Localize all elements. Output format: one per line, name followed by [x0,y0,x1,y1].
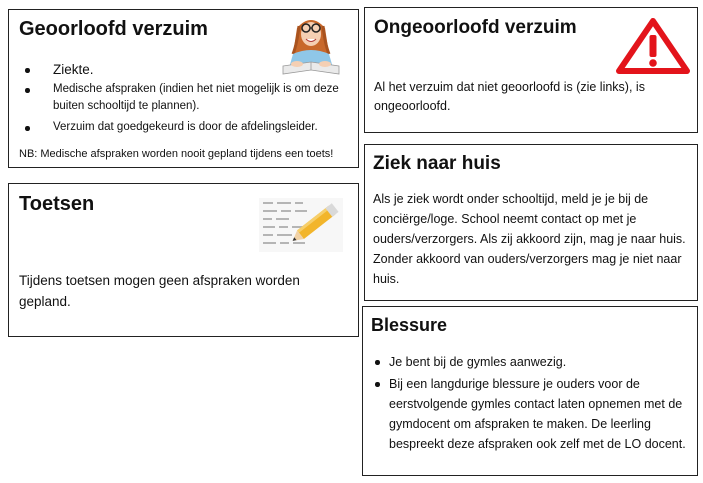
geoorloofd-title: Geoorloofd verzuim [19,18,208,40]
list-item: Bij een langdurige blessure je ouders voor de eerstvolgende gymles contact laten opnemen met de gymdocent om afspraken te maken. De leerling bespreekt deze afspraken ook zelf met de LO docent. [373,374,689,454]
toetsen-title: Toetsen [19,193,95,215]
ziek-title: Ziek naar huis [373,153,501,174]
ziek-naar-huis-card [364,144,698,301]
list-item: Ziekte. [23,61,343,78]
test-paper-pencil-illustration [257,194,345,256]
list-item: Verzuim dat goedgekeurd is door de afdelingsleider. [23,119,343,136]
blessure-list [373,352,689,456]
toetsen-text: Tijdens toetsen mogen geen afspraken worden gepland. [19,273,300,309]
geoorloofd-verzuim-card [8,9,359,168]
blessure-card [362,306,698,476]
list-item: Medische afspraken (indien het niet mogelijk is om deze buiten schooltijd te plannen). [23,81,343,115]
toetsen-card [8,183,359,337]
blessure-title: Blessure [371,315,448,335]
list-item: Je bent bij de gymles aanwezig. [373,352,689,372]
ongeoorloofd-verzuim-card [364,7,698,133]
warning-icon [615,17,691,75]
geoorloofd-note: NB: Medische afspraken worden nooit gepland tijdens een toets! [19,148,334,160]
geoorloofd-list [23,61,343,140]
ziek-text: Als je ziek wordt onder schooltijd, meld je je bij de conciërge/loge. School neemt contact op met je ouders/verzorgers. Als zij akkoord zijn, mag je naar huis. Zonder akkoord van ouders/verzorgers mag je niet naar huis. [373,192,686,286]
ongeoorloofd-title: Ongeoorloofd verzuim [374,17,577,38]
ongeoorloofd-text: Al het verzuim dat niet geoorloofd is (zie links), is ongeoorloofd. [374,80,645,113]
